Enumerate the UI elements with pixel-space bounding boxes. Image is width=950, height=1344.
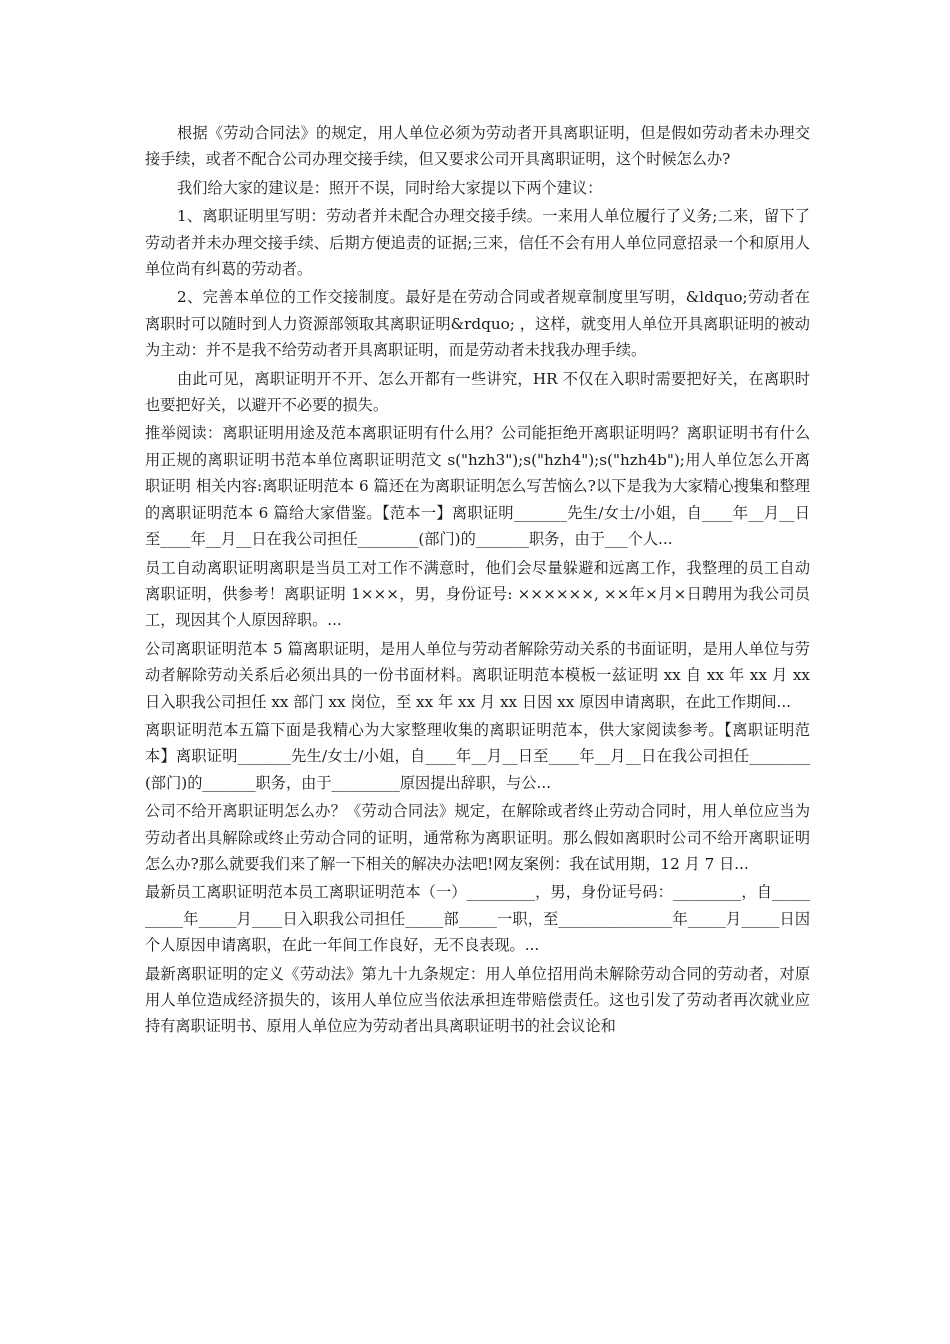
- related-item: 离职证明范本五篇下面是我精心为大家整理收集的离职证明范本，供大家阅读参考。【离职证明范本】离职证明_______先生/女士/小姐，自____年__月__日至____年__月__日在我公司担任________(部门)的_______职务，由于_________原因提出辞职，与公...: [145, 720, 810, 792]
- document-page: [145, 120, 810, 1042]
- article-body: [145, 120, 810, 418]
- suggestion-item-1: 1、离职证明里写明：劳动者并未配合办理交接手续。一来用人单位履行了义务;二来，留下了劳动者并未办理交接手续、后期方便追责的证据;三来，信任不会有用人单位同意招录一个和原用人单位尚有纠葛的劳动者。: [145, 207, 810, 279]
- related-item: 公司离职证明范本 5 篇离职证明，是用人单位与劳动者解除劳动关系的书面证明，是用人单位与劳动者解除劳动关系后必须出具的一份书面材料。离职证明范本模板一兹证明 xx 自 xx 年 xx 月 xx 日入职我公司担任 xx 部门 xx 岗位，至 xx 年 xx 月 xx 日因 xx 原因申请离职，在此工作期间...: [145, 639, 810, 711]
- suggestion-paragraph: 我们给大家的建议是：照开不误，同时给大家提以下两个建议：: [177, 178, 603, 197]
- suggestion-item-2: 2、完善本单位的工作交接制度。最好是在劳动合同或者规章制度里写明，&ldquo;劳动者在离职时可以随时到人力资源部领取其离职证明&rdquo; ，这样，就变用人单位开具离职证明的被动为主动：并不是我不给劳动者开具离职证明，而是劳动者未找我办理手续。: [145, 288, 810, 360]
- related-item: 员工自动离职证明离职是当员工对工作不满意时，他们会尽量躲避和远离工作，我整理的员工自动离职证明，供参考！离职证明 1×××，男，身份证号: ××××××, ××年×月×日聘用为我公司员工，现因其个人原因辞职。...: [145, 558, 810, 630]
- related-reading-list: [145, 420, 810, 1039]
- conclusion-paragraph: 由此可见，离职证明开不开、怎么开都有一些讲究，HR 不仅在入职时需要把好关，在离职时也要把好关，以避开不必要的损失。: [145, 369, 810, 415]
- related-item: 最新离职证明的定义《劳动法》第九十九条规定：用人单位招用尚未解除劳动合同的劳动者，对原用人单位造成经济损失的，该用人单位应当依法承担连带赔偿责任。这也引发了劳动者再次就业应持有离职证明书、原用人单位应为劳动者出具离职证明书的社会议论和: [145, 964, 810, 1036]
- related-item: 最新员工离职证明范本员工离职证明范本（一）_________，男，身份证号码：_________，自__________年_____月____日入职我公司担任_____部_____一职，至_______________年_____月_____日因个人原因申请离职，在此一年间工作良好，无不良表现。...: [145, 883, 810, 955]
- intro-paragraph: 根据《劳动合同法》的规定，用人单位必须为劳动者开具离职证明，但是假如劳动者未办理交接手续，或者不配合公司办理交接手续，但又要求公司开具离职证明，这个时候怎么办?: [145, 124, 810, 169]
- related-item: 公司不给开离职证明怎么办？《劳动合同法》规定，在解除或者终止劳动合同时，用人单位应当为劳动者出具解除或终止劳动合同的证明，通常称为离职证明。那么假如离职时公司不给开离职证明怎么办?那么就要我们来了解一下相关的解决办法吧!网友案例：我在试用期，12 月 7 日...: [145, 802, 810, 873]
- related-item: 推举阅读：离职证明用途及范本离职证明有什么用？公司能拒绝开离职证明吗？离职证明书有什么用正规的离职证明书范本单位离职证明范文 s("hzh3");s("hzh4");s("hzh4b");用人单位怎么开离职证明 相关内容:离职证明范本 6 篇还在为离职证明怎么写苦恼么?以下是我为大家精心搜集和整理的离职证明范本 6 篇给大家借鉴。【范本一】离职证明_______先生/女士/小姐，自____年__月__日至____年__月__日在我公司担任________(部门)的_______职务，由于___个人...: [145, 424, 810, 549]
